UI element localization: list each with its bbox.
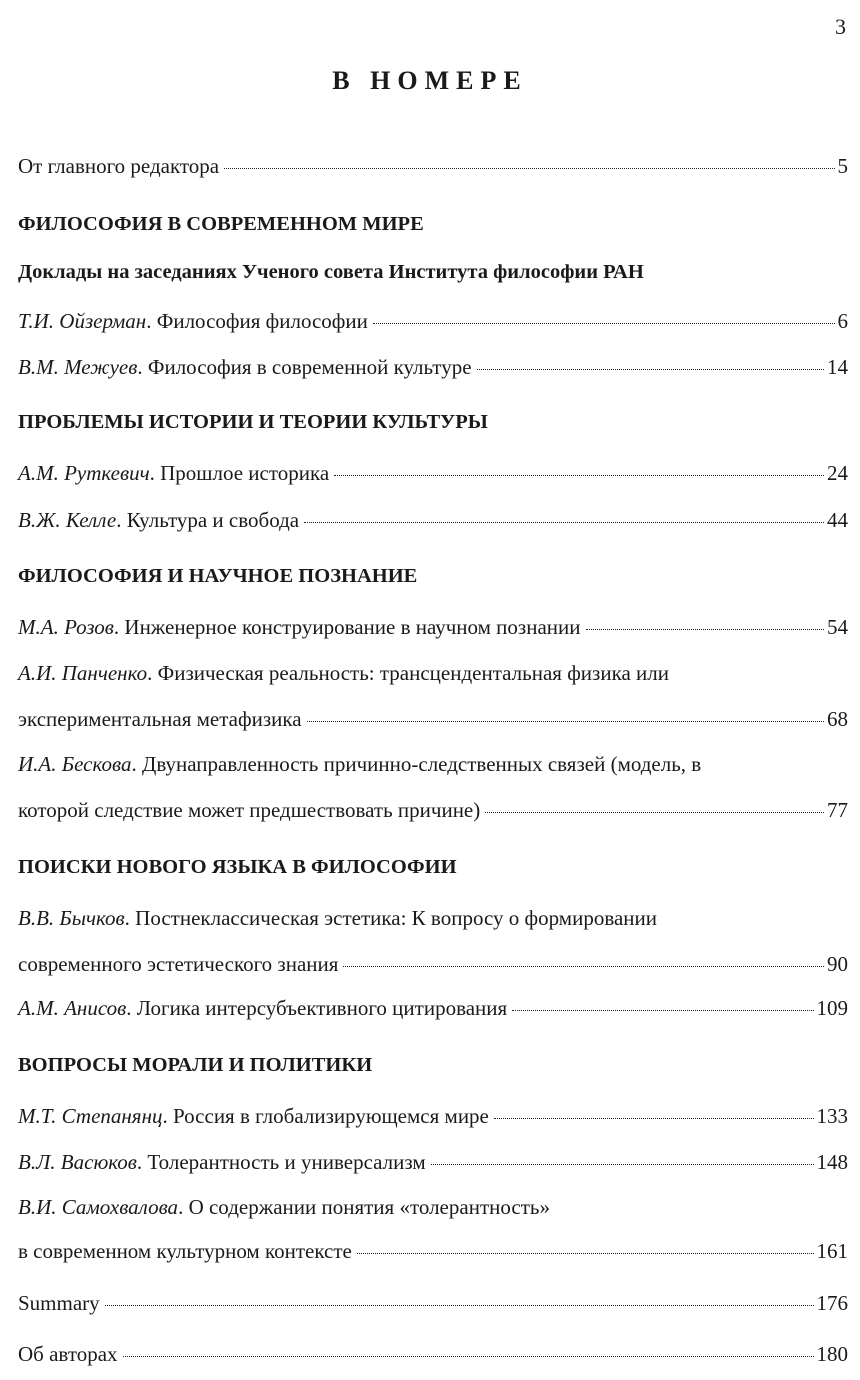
toc-entry-title: Summary <box>18 1291 100 1315</box>
toc-entry-author: М.Т. Степанянц <box>18 1104 163 1128</box>
toc-entry-author: А.И. Панченко <box>18 661 148 685</box>
toc-entry-page: 176 <box>816 1291 848 1315</box>
toc-entry-line2[interactable] <box>18 795 848 825</box>
dot-leader <box>485 812 824 813</box>
dot-leader <box>343 966 824 967</box>
dot-leader <box>586 629 825 630</box>
toc-entry-author: А.М. Руткевич <box>18 461 150 485</box>
toc-entry-title: . Прошлое историка <box>149 461 330 485</box>
toc-entry[interactable] <box>18 505 848 535</box>
toc-entry-line2[interactable] <box>18 704 848 734</box>
toc-entry-page: 148 <box>816 1150 848 1174</box>
dot-leader <box>431 1164 814 1165</box>
toc-entry-title-cont: в современном культурном контексте <box>18 1239 352 1263</box>
toc-entry-line1[interactable] <box>18 1192 848 1222</box>
toc-entry-page: 5 <box>837 154 848 178</box>
toc-entry-title: . Культура и свобода <box>116 508 300 532</box>
toc-entry[interactable] <box>18 993 848 1023</box>
toc-entry[interactable] <box>18 352 848 382</box>
section-heading: ФИЛОСОФИЯ В СОВРЕМЕННОМ МИРЕ <box>18 213 424 235</box>
toc-entry[interactable] <box>18 1101 848 1131</box>
toc-entry-summary[interactable] <box>18 1288 848 1318</box>
toc-entry-authors[interactable] <box>18 1339 848 1369</box>
toc-entry-line2[interactable] <box>18 1236 848 1266</box>
toc-entry-title: . Логика интерсубъективного цитирования <box>126 996 508 1020</box>
section-subheading: Доклады на заседаниях Ученого совета Института философии РАН <box>18 261 644 283</box>
toc-entry-line1[interactable] <box>18 903 848 933</box>
toc-entry[interactable] <box>18 612 848 642</box>
toc-entry-page: 180 <box>816 1342 848 1366</box>
dot-leader <box>494 1118 814 1119</box>
dot-leader <box>105 1305 814 1306</box>
toc-entry-page: 14 <box>827 355 848 379</box>
toc-entry[interactable] <box>18 1147 848 1177</box>
toc-entry-line1[interactable] <box>18 749 848 779</box>
toc-entry-title: Об авторах <box>18 1342 118 1366</box>
toc-entry-page: 161 <box>816 1239 848 1263</box>
toc-entry-author: В.И. Самохвалова <box>18 1195 179 1219</box>
section-heading: ПРОБЛЕМЫ ИСТОРИИ И ТЕОРИИ КУЛЬТУРЫ <box>18 411 488 433</box>
toc-entry-page: 109 <box>816 996 848 1020</box>
toc-entry[interactable] <box>18 458 848 488</box>
toc-entry-author: В.М. Межуев <box>18 355 138 379</box>
toc-entry-editor[interactable] <box>18 151 848 181</box>
toc-entry-author: И.А. Бескова <box>18 752 132 776</box>
dot-leader <box>224 168 834 169</box>
dot-leader <box>123 1356 814 1357</box>
toc-entry-author: М.А. Розов <box>18 615 114 639</box>
toc-entry-title: . Инженерное конструирование в научном познании <box>113 615 581 639</box>
dot-leader <box>357 1253 814 1254</box>
dot-leader <box>304 522 824 523</box>
toc-entry-title-cont: современного эстетического знания <box>18 952 339 976</box>
section-heading: ВОПРОСЫ МОРАЛИ И ПОЛИТИКИ <box>18 1054 373 1076</box>
toc-entry-page: 24 <box>827 461 848 485</box>
dot-leader <box>477 369 824 370</box>
page-number: 3 <box>835 14 846 39</box>
section-heading: ПОИСКИ НОВОГО ЯЗЫКА В ФИЛОСОФИИ <box>18 856 457 878</box>
toc-entry-page: 68 <box>827 707 848 731</box>
toc-entry-title: . Двунаправленность причинно-следственных связей (модель, в <box>131 752 702 776</box>
toc-entry-title: . О содержании понятия «толерантность» <box>178 1195 550 1219</box>
toc-entry-page: 133 <box>816 1104 848 1128</box>
toc-entry-author: В.Л. Васюков <box>18 1150 137 1174</box>
toc-entry-line1[interactable] <box>18 658 848 688</box>
toc-entry-line2[interactable] <box>18 949 848 979</box>
toc-entry-page: 6 <box>837 309 848 333</box>
toc-entry-title-cont: экспериментальная метафизика <box>18 707 302 731</box>
toc-entry-title: . Философия философии <box>146 309 368 333</box>
toc-entry-title: . Философия в современной культуре <box>137 355 472 379</box>
toc-entry-author: В.Ж. Келле <box>18 508 117 532</box>
toc-entry-author: А.М. Анисов <box>18 996 127 1020</box>
dot-leader <box>334 475 824 476</box>
page-title: В НОМЕРЕ <box>332 66 528 95</box>
toc-entry-author: В.В. Бычков <box>18 906 125 930</box>
toc-entry-title-cont: которой следствие может предшествовать причине) <box>18 798 481 822</box>
toc-entry-page: 90 <box>827 952 848 976</box>
toc-entry-title: . Толерантность и универсализм <box>136 1150 426 1174</box>
toc-entry[interactable] <box>18 306 848 336</box>
dot-leader <box>307 721 824 722</box>
toc-entry-page: 54 <box>827 615 848 639</box>
toc-entry-title: . Постнеклассическая эстетика: К вопросу о формировании <box>124 906 658 930</box>
dot-leader <box>512 1010 813 1011</box>
toc-entry-page: 44 <box>827 508 848 532</box>
toc-entry-title: От главного редактора <box>18 154 220 178</box>
section-heading: ФИЛОСОФИЯ И НАУЧНОЕ ПОЗНАНИЕ <box>18 565 418 587</box>
dot-leader <box>373 323 835 324</box>
toc-entry-title: . Физическая реальность: трансцендентальная физика или <box>147 661 669 685</box>
toc-entry-author: Т.И. Ойзерман <box>18 309 147 333</box>
toc-entry-title: . Россия в глобализирующемся мире <box>162 1104 489 1128</box>
toc-entry-page: 77 <box>827 798 848 822</box>
